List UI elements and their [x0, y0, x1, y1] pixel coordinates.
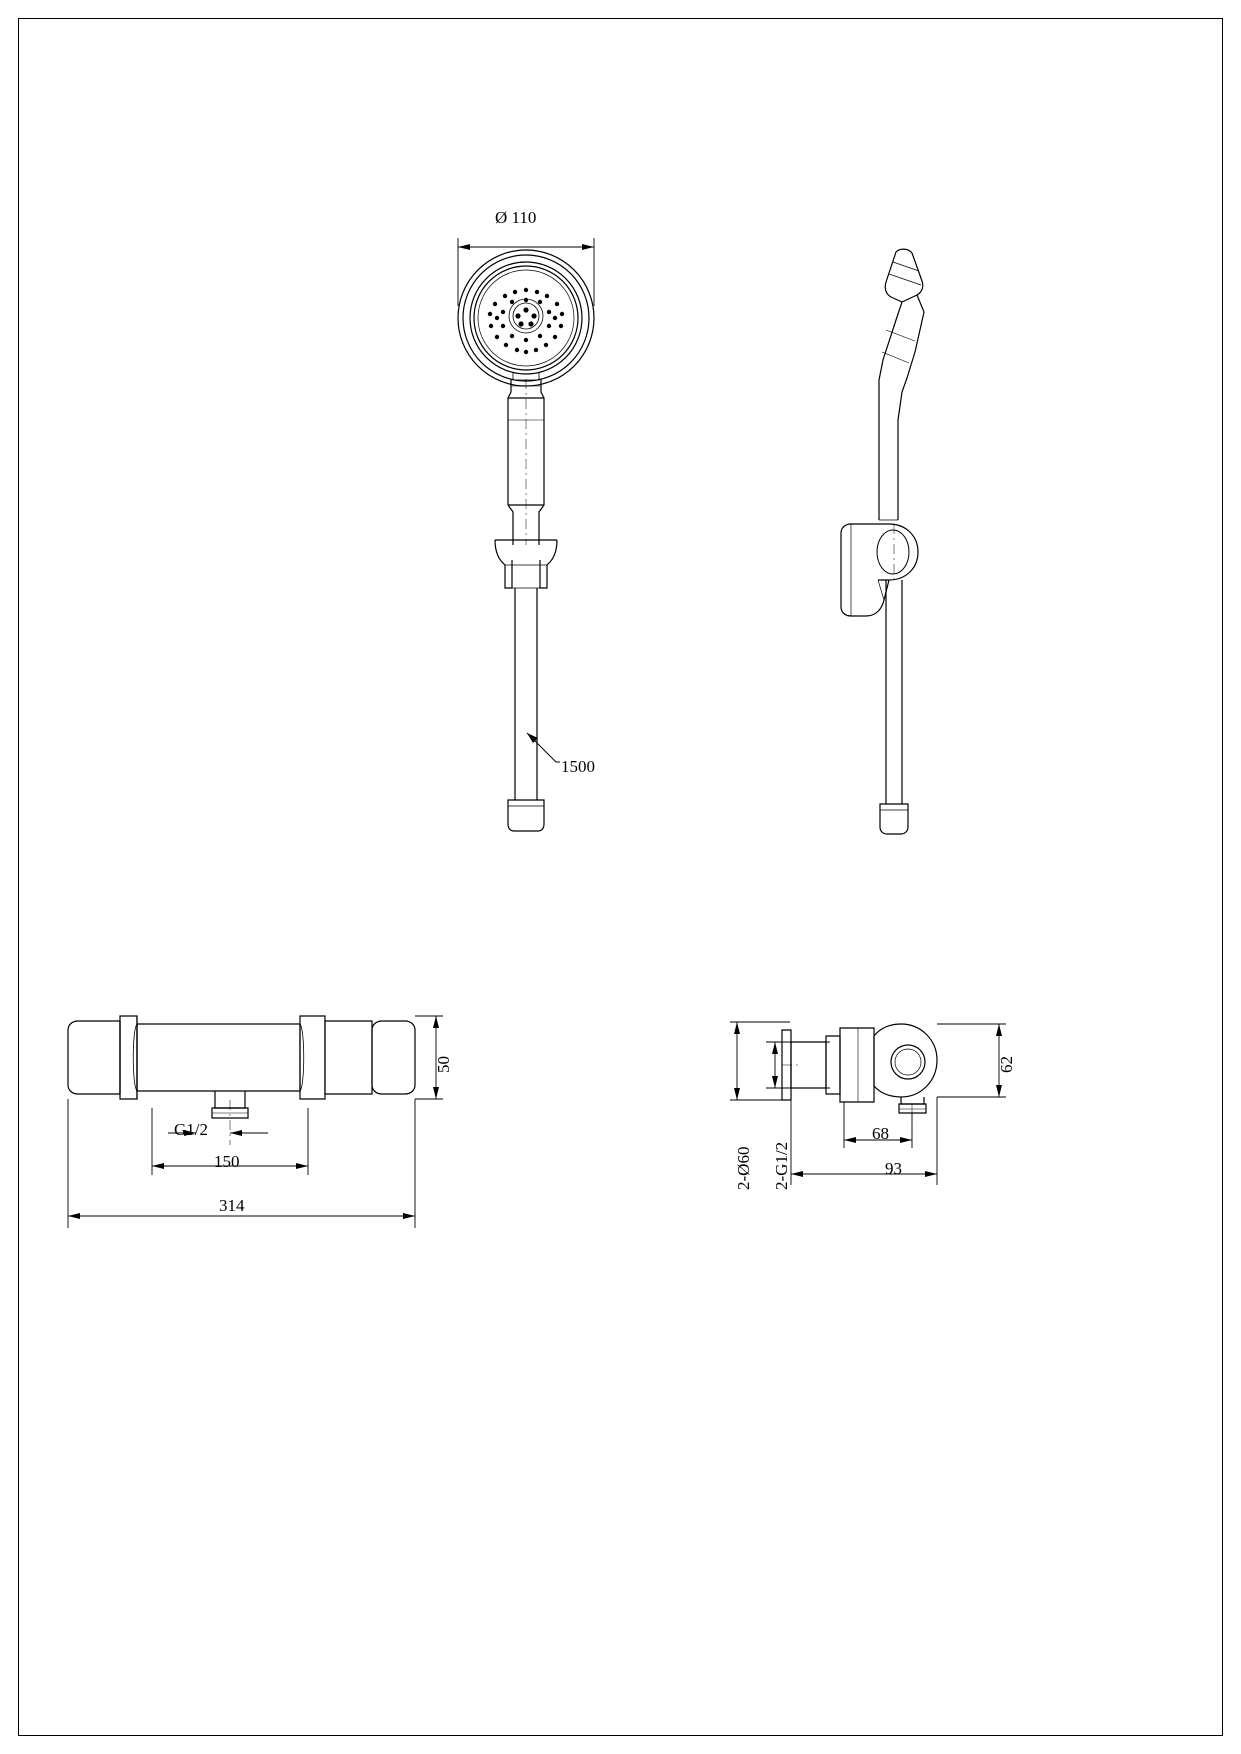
- dim-inlet-centers-label: 150: [214, 1152, 240, 1171]
- hand-shower-front-view: [458, 250, 594, 386]
- hose-length-leader: [527, 733, 560, 762]
- wall-holder-side: [841, 524, 918, 616]
- mixer-front-dimensions: [68, 1016, 443, 1228]
- shower-hose: [508, 588, 544, 831]
- dim-inlet-thread-label: G1/2: [174, 1120, 208, 1139]
- dim-overall-width-label: 314: [219, 1196, 245, 1215]
- spray-nozzle-pattern: [488, 288, 564, 354]
- dim-projection-68-label: 68: [872, 1124, 889, 1143]
- wall-bracket-front: [495, 540, 557, 588]
- mixer-front-view: [68, 1016, 415, 1145]
- dim-side-depth-label: 62: [997, 1056, 1016, 1073]
- dim-hose-length-label: 1500: [561, 757, 595, 776]
- dim-wall-inlets-thread-label: 2-G1/2: [772, 1141, 791, 1190]
- dim-spray-diameter-label: Ø 110: [495, 208, 537, 227]
- dim-projection-93-label: 93: [885, 1159, 902, 1178]
- hand-shower-handle: [508, 372, 544, 545]
- dim-mixer-height-label: 50: [434, 1056, 453, 1073]
- dim-wall-flange-diameter-label: 2-Ø60: [734, 1146, 753, 1190]
- hand-shower-side-view: [879, 249, 924, 520]
